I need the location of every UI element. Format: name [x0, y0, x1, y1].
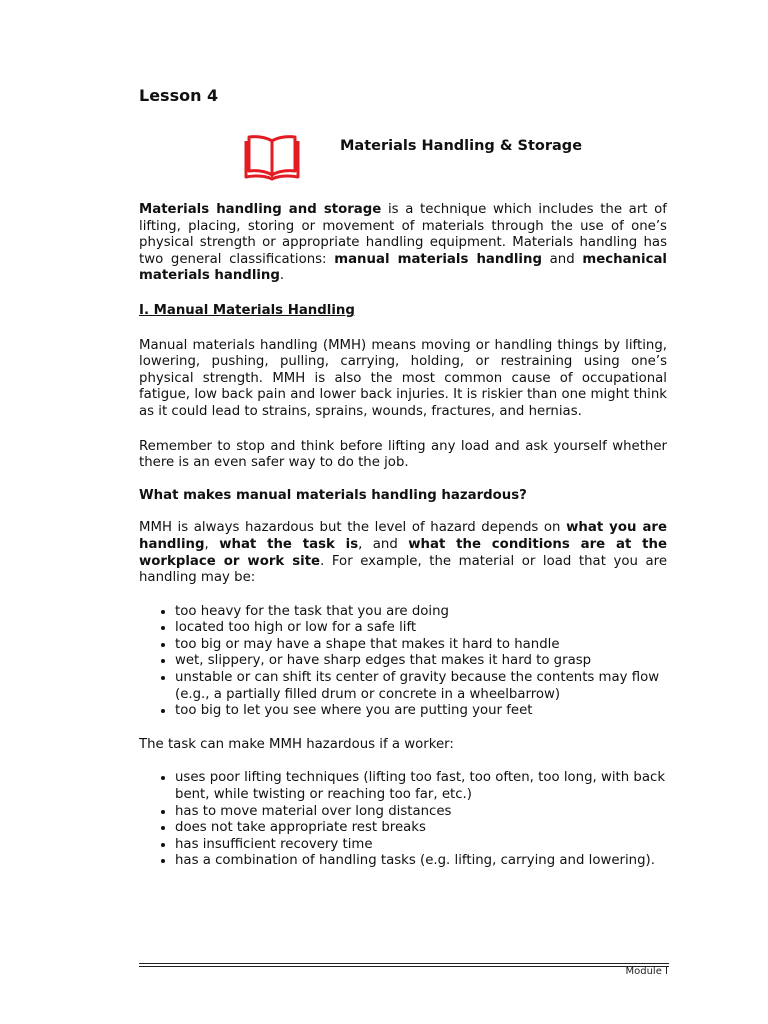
- open-book-icon: [244, 133, 300, 181]
- list-item: • too big or may have a shape that makes it hard to handle: [175, 637, 667, 654]
- hazard-text-1: MMH is always hazardous but the level of hazard depends on: [139, 520, 567, 536]
- intro-term: Materials handling and storage: [139, 202, 382, 217]
- hazard-bold-2: what the task is: [219, 536, 359, 552]
- footer-rule: [139, 963, 669, 967]
- list-item: • wet, slippery, or have sharp edges that makes it hard to grasp: [175, 653, 667, 670]
- classification-mechanical: mechanical materials handling: [139, 251, 667, 284]
- list-item: • has a combination of handling tasks (e.g. lifting, carrying and lowering).: [175, 853, 667, 870]
- hazard-bold-3: what the conditions are at the workplace or work site: [139, 536, 667, 569]
- intro-paragraph: [139, 202, 667, 285]
- list-item: • has insufficient recovery time: [175, 837, 667, 854]
- section-1-heading: I. Manual Materials Handling: [139, 302, 355, 318]
- mmh-definition-paragraph: Manual materials handling (MMH) means moving or handling things by lifting, lowering, pushing, pulling, carrying, holding, or restraining using one’s physical strength. MMH is also the most common cause of occupational fatigue, low back pain and lower back injuries. It is riskier than one might think as it could lead to strains, sprains, wounds, fractures, and hernias.: [139, 337, 667, 419]
- list-item: • too heavy for the task that you are doing: [175, 604, 667, 621]
- task-hazard-list: [139, 770, 667, 870]
- hazard-paragraph: [139, 520, 667, 586]
- list-item: • does not take appropriate rest breaks: [175, 820, 667, 837]
- list-item: • uses poor lifting techniques (lifting too fast, too often, too long, with back bent, while twisting or reaching too far, etc.): [175, 770, 667, 803]
- intro-and: and: [541, 251, 583, 267]
- intro-end: .: [279, 268, 285, 284]
- hazard-text-4: . For example, the material or load that you are handling may be:: [139, 553, 668, 586]
- hazard-text-3: , and: [358, 536, 409, 552]
- task-intro: The task can make MMH hazardous if a worker:: [139, 736, 454, 752]
- list-item: • too big to let you see where you are putting your feet: [175, 703, 667, 720]
- list-item: • unstable or can shift its center of gravity because the contents may flow (e.g., a partially filled drum or concrete in a wheelbarrow): [175, 670, 667, 703]
- classification-manual: manual materials handling: [334, 251, 542, 267]
- list-item: • has to move material over long distances: [175, 804, 667, 821]
- load-hazard-list: [139, 604, 667, 720]
- intro-text: is a technique which includes the art of lifting, placing, storing or movement of materials through the use of one’s physical strength or appropriate handling equipment. Materials handling has two general classifications:: [139, 202, 667, 267]
- hazard-text-2: ,: [204, 536, 220, 552]
- hazard-bold-1: what you are handling: [139, 520, 668, 552]
- section-heading: Materials Handling & Storage: [340, 138, 583, 154]
- lesson-content: [139, 202, 667, 870]
- lesson-title: Lesson 4: [139, 86, 219, 105]
- list-item: • located too high or low for a safe lift: [175, 620, 667, 637]
- hazard-question: What makes manual materials handling hazardous?: [139, 487, 527, 503]
- footer-module-label: Module I: [625, 966, 668, 977]
- reminder-paragraph: Remember to stop and think before lifting any load and ask yourself whether there is an even safer way to do the job.: [139, 438, 667, 471]
